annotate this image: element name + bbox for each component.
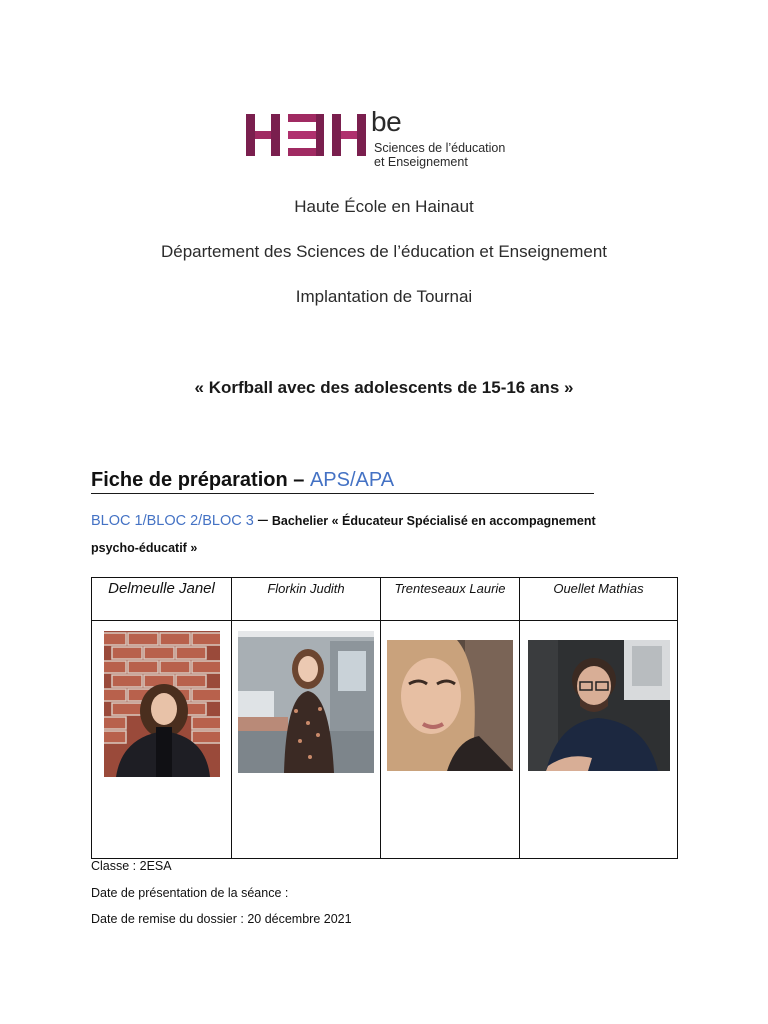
fiche-heading: [91, 467, 594, 494]
logo-subtitle-line1: Sciences de l’éducation: [374, 141, 506, 155]
student-photo-mathias: [528, 640, 670, 771]
logo-subtitle: [374, 141, 505, 169]
student-name: Trenteseaux Laurie: [394, 581, 506, 596]
program-line1: Bachelier « Éducateur Spécialisé en accompagnement: [271, 514, 596, 528]
student-name: Florkin Judith: [267, 581, 345, 596]
student-name-cell: [92, 578, 232, 621]
student-photo-laurie: [387, 640, 513, 771]
student-name-cell: [232, 578, 381, 621]
student-name: Delmeulle Janel: [108, 580, 215, 597]
document-title: « Korfball avec des adolescents de 15-16 ans »: [194, 378, 574, 397]
heh-logo-mark: [246, 114, 368, 158]
fiche-subject: APS/APA: [309, 469, 395, 491]
students-table: [91, 577, 678, 859]
program-line2: psycho-éducatif »: [91, 541, 198, 555]
heh-logo: [246, 106, 536, 174]
student-photo-cell: [92, 621, 232, 859]
names-row: [92, 578, 678, 621]
bloc-line: [91, 509, 596, 530]
photos-row: [92, 621, 678, 859]
logo-subtitle-line2: et Enseignement: [374, 155, 468, 169]
remise-date-line: Date de remise du dossier : 20 décembre 2021: [91, 912, 352, 926]
student-photo-judith: [238, 631, 374, 773]
location-name: Implantation de Tournai: [295, 287, 473, 306]
student-photo-cell: [232, 621, 381, 859]
student-photo-janel: [104, 631, 220, 777]
student-photo-cell: [381, 621, 520, 859]
presentation-date-line: Date de présentation de la séance :: [91, 886, 289, 900]
department-name: Département des Sciences de l’éducation et Enseignement: [160, 242, 608, 261]
classe-line: Classe : 2ESA: [91, 859, 172, 873]
student-name: Ouellet Mathias: [553, 581, 644, 596]
student-name-cell: [520, 578, 678, 621]
student-photo-cell: [520, 621, 678, 859]
bloc-levels: BLOC 1/BLOC 2/BLOC 3: [91, 513, 254, 529]
school-name: Haute École en Hainaut: [294, 197, 474, 216]
bloc-dash: –: [257, 509, 268, 529]
logo-suffix: be: [371, 106, 402, 137]
fiche-label: Fiche de préparation –: [91, 469, 305, 491]
student-name-cell: [381, 578, 520, 621]
